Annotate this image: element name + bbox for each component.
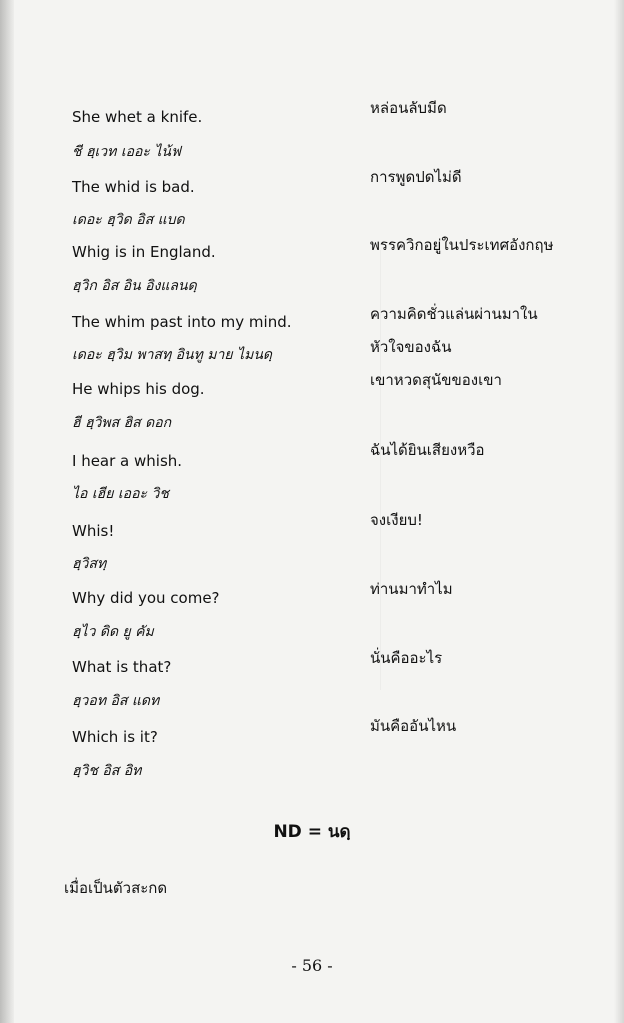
english-sentence: Which is it? — [72, 728, 158, 746]
english-sentence: She whet a knife. — [72, 108, 203, 126]
page-edge-shadow — [614, 0, 624, 1023]
thai-translation: มันคืออันไหน — [370, 717, 457, 735]
thai-transliteration: ชี ฮฺเวท เออะ ไน้ฟ — [72, 144, 181, 160]
english-sentence: Whis! — [72, 522, 115, 540]
english-sentence: The whim past into my mind. — [72, 313, 292, 331]
thai-translation: ฉันได้ยินเสียงหวือ — [370, 441, 485, 459]
thai-transliteration: ฮฺวิก อิส อิน อิงแลนดฺ — [72, 278, 197, 294]
english-sentence: Why did you come? — [72, 589, 220, 607]
thai-translation: การพูดปดไม่ดี — [370, 168, 462, 186]
thai-transliteration: เดอะ ฮฺวิม พาสทฺ อินทู มาย ไมนดฺ — [72, 347, 272, 363]
thai-translation: ท่านมาทำไม — [370, 580, 453, 598]
thai-translation: เขาหวดสุนัขของเขา — [370, 371, 502, 389]
thai-transliteration: ฮฺวอท อิส แดท — [72, 693, 160, 709]
page-binding-shadow — [0, 0, 14, 1023]
thai-transliteration: ฮฺวิสทฺ — [72, 556, 107, 572]
thai-transliteration: ฮฺวิช อิส อิท — [72, 763, 142, 779]
thai-transliteration: ไอ เฮีย เออะ วิช — [72, 486, 169, 502]
thai-translation: นั่นคืออะไร — [370, 649, 443, 667]
page-number: - 56 - — [291, 956, 333, 975]
thai-transliteration: ฮี ฮฺวิพส ฮิส ดอก — [72, 415, 172, 431]
english-sentence: He whips his dog. — [72, 380, 205, 398]
thai-translation: จงเงียบ! — [370, 511, 423, 529]
english-sentence: The whid is bad. — [72, 178, 195, 196]
english-sentence: What is that? — [72, 658, 172, 676]
thai-transliteration: เดอะ ฮฺวิด อิส แบด — [72, 212, 185, 228]
thai-translation: พรรควิกอยู่ในประเทศอังกฤษ — [370, 236, 554, 254]
english-sentence: I hear a whish. — [72, 452, 183, 470]
thai-translation: หล่อนลับมีด — [370, 99, 447, 117]
section-note: เมื่อเป็นตัวสะกด — [64, 879, 168, 897]
thai-translation-continued: หัวใจของฉัน — [370, 338, 452, 356]
thai-transliteration: ฮฺไว ดิด ยู คัม — [72, 624, 154, 640]
thai-translation: ความคิดชั่วแล่นผ่านมาใน — [370, 305, 538, 323]
english-sentence: Whig is in England. — [72, 243, 216, 261]
section-heading: ND = นดฺ — [273, 822, 351, 842]
